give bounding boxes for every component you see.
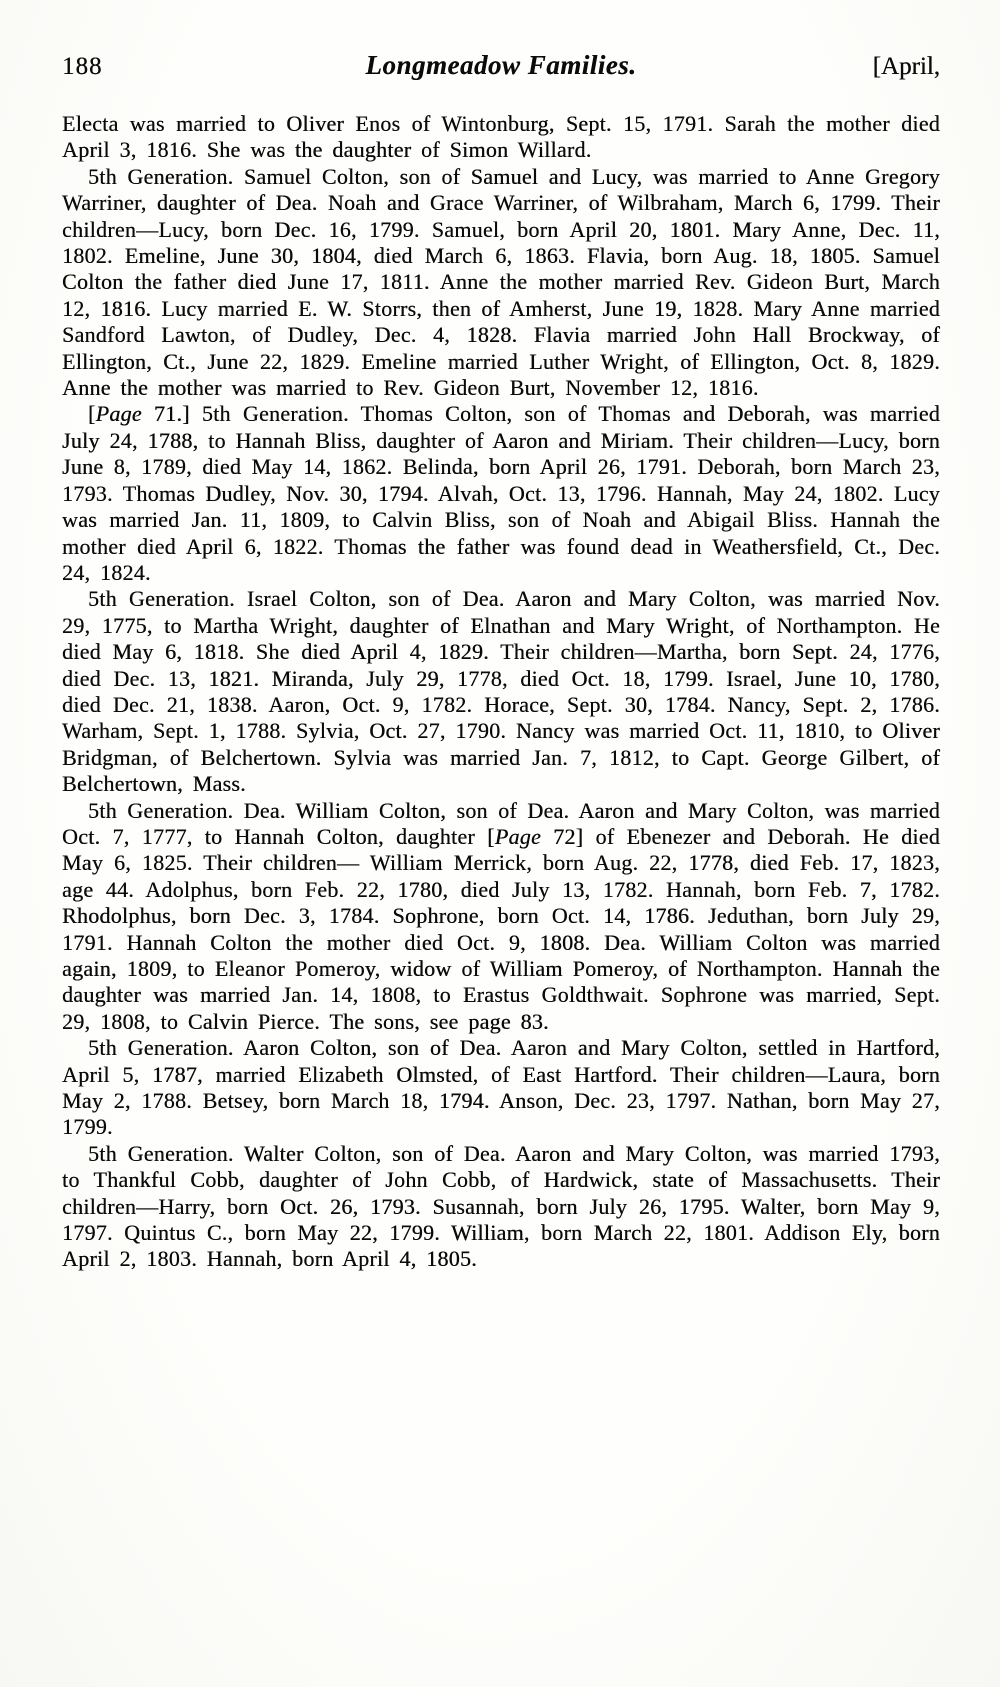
paragraph-text: 71.] 5th Generation. Thomas Colton, son of Thomas and Deborah, was married July 24, 1788, to Hannah Bliss, daughter of Aaron and Miriam. Their children—Lucy, born June 8, 1789, died May 14, 1862. Belinda, born April 26, 1791. Deborah, born March 23, 1793. Thomas Dudley, Nov. 30, 1794. Alvah, Oct. 13, 1796. Hannah, May 24, 1802. Lucy was married Jan. 11, 1809, to Calvin Bliss, son of Noah and Abigail Bliss. Hannah the mother died April 6, 1822. Thomas the father was found dead in Weathersfield, Ct., Dec. 24, 1824.	[62, 401, 940, 585]
paragraph-3	[62, 401, 940, 586]
paragraph-text: 5th Generation. Dea. William Colton, son of Dea. Aaron and Mary Colton, was married Oct. 7, 1777, to Hannah Colton, daughter [	[62, 797, 940, 849]
issue-label: [April,	[872, 53, 940, 80]
page-number: 188	[62, 53, 103, 80]
paragraph-text: 5th Generation. Aaron Colton, son of Dea. Aaron and Mary Colton, settled in Hartford, April 5, 1787, married Elizabeth Olmsted, of East Hartford. Their children—Laura, born May 2, 1788. Betsey, born March 18, 1794. Anson, Dec. 23, 1797. Nathan, born May 27, 1799.	[62, 1035, 940, 1140]
paragraph-text: 72] of Ebenezer and Deborah. He died May 6, 1825. Their children— William Merrick, born Aug. 22, 1778, died Feb. 17, 1823, age 44. Adolphus, born Feb. 22, 1780, died July 13, 1782. Hannah, born Feb. 7, 1782. Rhodolphus, born Dec. 3, 1784. Sophrone, born Oct. 14, 1786. Jeduthan, born July 29, 1791. Hannah Colton the mother died Oct. 9, 1808. Dea. William Colton was married again, 1809, to Eleanor Pomeroy, widow of William Pomeroy, of Northampton. Hannah the daughter was married Jan. 14, 1808, to Erastus Goldthwait. Sophrone was married, Sept. 29, 1808, to Calvin Pierce. The sons, see page 83.	[62, 823, 940, 1034]
paragraph-1	[62, 111, 940, 164]
page-reference-italic: Page	[95, 401, 142, 427]
paragraph-7	[62, 1141, 940, 1273]
paragraph-2	[62, 164, 940, 402]
paragraph-text: 5th Generation. Samuel Colton, son of Samuel and Lucy, was married to Anne Gregory Warriner, daughter of Dea. Noah and Grace Warriner, of Wilbraham, March 6, 1799. Their children—Lucy, born Dec. 16, 1799. Samuel, born April 20, 1801. Mary Anne, Dec. 11, 1802. Emeline, June 30, 1804, died March 6, 1863. Flavia, born Aug. 18, 1805. Samuel Colton the father died June 17, 1811. Anne the mother married Rev. Gideon Burt, March 12, 1816. Lucy married E. W. Storrs, then of Amherst, June 19, 1828. Mary Anne married Sandford Lawton, of Dudley, Dec. 4, 1828. Flavia married John Hall Brockway, of Ellington, Ct., June 22, 1829. Emeline married Luther Wright, of Ellington, Oct. 8, 1829. Anne the mother was married to Rev. Gideon Burt, November 12, 1816.	[62, 163, 940, 401]
page-body	[62, 111, 940, 1273]
paragraph-text: 5th Generation. Walter Colton, son of Dea. Aaron and Mary Colton, was married 1793, to Thankful Cobb, daughter of John Cobb, of Hardwick, state of Massachusetts. Their children—Harry, born Oct. 26, 1793. Susannah, born July 26, 1795. Walter, born May 9, 1797. Quintus C., born May 22, 1799. William, born March 22, 1801. Addison Ely, born April 2, 1803. Hannah, born April 4, 1805.	[62, 1140, 940, 1272]
running-title: Longmeadow Families.	[365, 50, 637, 80]
running-head	[62, 50, 940, 81]
paragraph-text: 5th Generation. Israel Colton, son of Dea. Aaron and Mary Colton, was married Nov. 29, 1775, to Martha Wright, daughter of Elnathan and Mary Wright, of Northampton. He died May 6, 1818. She died April 4, 1829. Their children—Martha, born Sept. 24, 1776, died Dec. 13, 1821. Miranda, July 29, 1778, died Oct. 18, 1799. Israel, June 10, 1780, died Dec. 21, 1838. Aaron, Oct. 9, 1782. Horace, Sept. 30, 1784. Nancy, Sept. 2, 1786. Warham, Sept. 1, 1788. Sylvia, Oct. 27, 1790. Nancy was married Oct. 11, 1810, to Oliver Bridgman, of Belchertown. Sylvia was married Jan. 7, 1812, to Capt. George Gilbert, of Belchertown, Mass.	[62, 586, 940, 797]
paragraph-6	[62, 1035, 940, 1141]
page-reference-italic: Page	[494, 823, 541, 849]
paragraph-4	[62, 586, 940, 797]
paragraph-5	[62, 798, 940, 1036]
paragraph-text: [	[88, 401, 96, 427]
paragraph-text: Electa was married to Oliver Enos of Wintonburg, Sept. 15, 1791. Sarah the mother died April 3, 1816. She was the daughter of Simon Willard.	[62, 111, 940, 163]
